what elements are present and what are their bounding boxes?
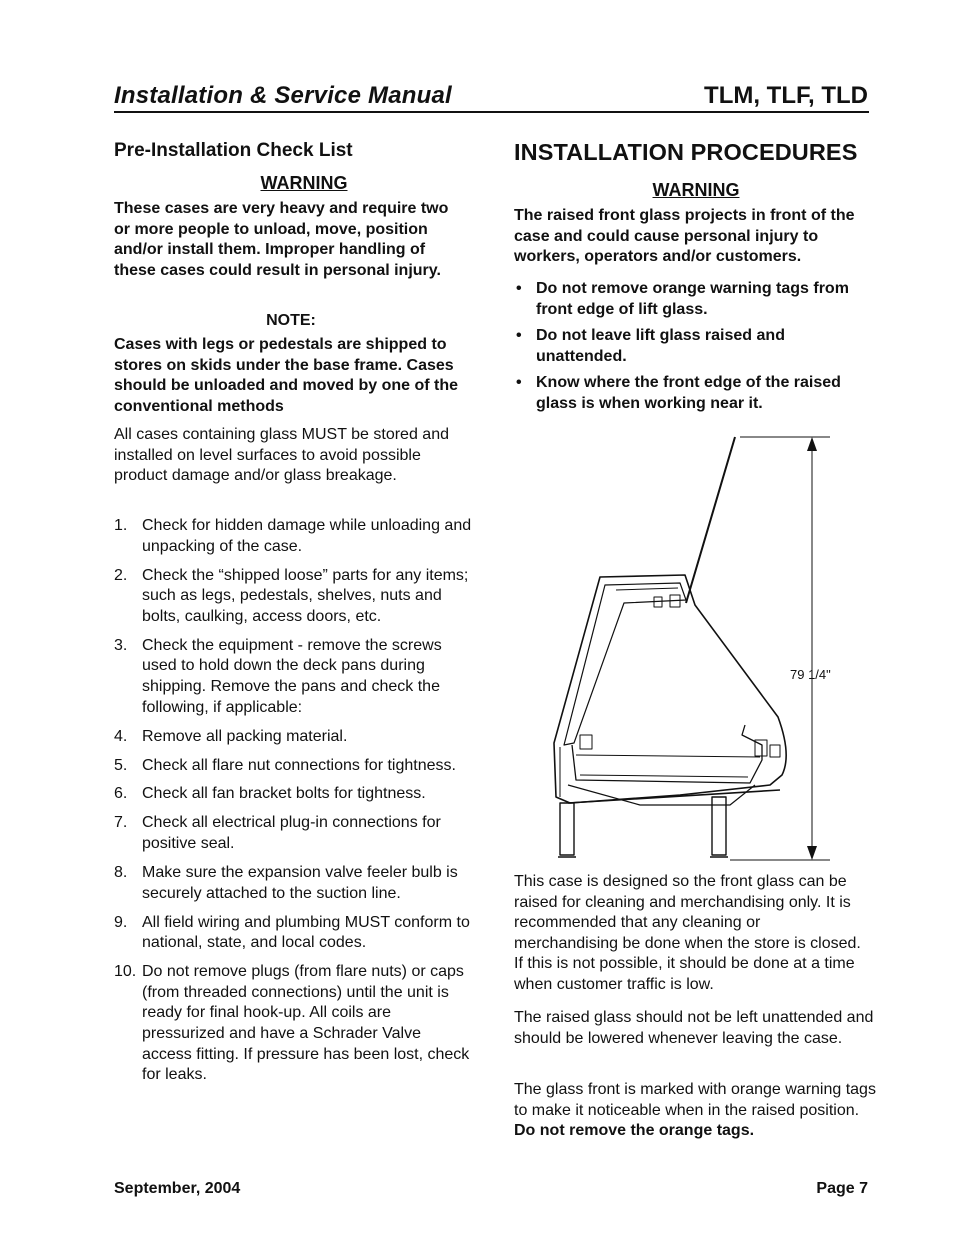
left-warning-text: These cases are very heavy and require two or more people to unload, move, position and/or install them. Improper handling of these cases could result in personal injury.	[114, 200, 449, 279]
checklist-step	[114, 784, 472, 805]
bullet-text: Know where the front edge of the raised glass is when working near it.	[536, 373, 841, 412]
checklist-step	[114, 863, 472, 904]
step-number: 9.	[114, 913, 128, 931]
right-warning-text: The raised front glass projects in front of the case and could cause personal injury to workers, operators and/or customers.	[514, 207, 855, 266]
header-rule	[114, 111, 869, 113]
checklist-step	[114, 636, 472, 718]
bullet-dot: •	[516, 280, 522, 297]
step-number: 3.	[114, 636, 128, 654]
lowering-paragraph: The raised glass should not be left unattended and should be lowered whenever leaving the case.	[514, 1009, 874, 1047]
case-side-diagram	[530, 425, 860, 865]
bullet-dot: •	[516, 373, 522, 391]
procedures-heading: INSTALLATION PROCEDURES	[514, 139, 858, 165]
checklist-step	[114, 813, 472, 854]
step-text: Remove all packing material.	[142, 727, 348, 745]
step-number: 10.	[114, 963, 137, 981]
step-number: 4.	[114, 727, 128, 745]
step-text: Check all flare nut connections for tightness.	[142, 756, 456, 774]
left-warning-label: WARNING	[260, 173, 348, 193]
warning-bullet	[514, 373, 859, 414]
step-number: 5.	[114, 756, 128, 774]
bullet-text: Do not leave lift glass raised and unattended.	[536, 326, 785, 365]
glass-warning-bullets	[514, 279, 859, 420]
raised-glass-line	[686, 437, 735, 603]
orange-tags-emphasis: Do not remove the orange tags.	[514, 1122, 755, 1140]
step-number: 7.	[114, 814, 128, 832]
note-text: Cases with legs or pedestals are shipped to stores on skids under the base frame. Cases should be unloaded and moved by one of the conventional methods	[114, 336, 459, 415]
orange-tags-text: The glass front is marked with orange warning tags to make it noticeable when in the raised position.	[514, 1081, 876, 1119]
step-number: 6.	[114, 785, 128, 803]
step-text: Make sure the expansion valve feeler bulb is securely attached to the suction line.	[142, 864, 458, 902]
model-names: TLM, TLF, TLD	[704, 82, 868, 109]
glass-storage-intro: All cases containing glass MUST be stored and installed on level surfaces to avoid possible product damage and/or glass breakage.	[114, 426, 449, 485]
step-text: Check for hidden damage while unloading and unpacking of the case.	[142, 517, 472, 555]
step-number: 1.	[114, 517, 128, 534]
page-number: Page 7	[816, 1180, 868, 1197]
cleaning-paragraph: This case is designed so the front glass can be raised for cleaning and merchandising only. It is recommended that any cleaning or merchandising be done when the store is closed. If this is not possible, it should be done at a time when customer traffic is low.	[514, 873, 861, 993]
checklist-step	[114, 727, 472, 748]
note-label: NOTE:	[266, 312, 316, 329]
step-text: Do not remove plugs (from flare nuts) or caps (from threaded connections) until the unit is ready for final hook-up. All coils are pressurized and have a Schrader Valve access fitting. If pressure has been lost, check for leaks.	[142, 963, 470, 1084]
checklist-steps	[114, 516, 472, 1094]
height-dimension-label: 79 1/4"	[790, 667, 831, 682]
bullet-text: Do not remove orange warning tags from front edge of lift glass.	[536, 280, 849, 318]
step-text: Check all fan bracket bolts for tightness.	[142, 785, 426, 803]
step-text: Check all electrical plug-in connections for positive seal.	[142, 814, 441, 853]
step-number: 2.	[114, 566, 128, 584]
step-number: 8.	[114, 864, 128, 882]
warning-bullet	[514, 279, 859, 320]
step-text: Check the equipment - remove the screws used to hold down the deck pans during shipping. Remove the pans and check the following, if applicable:	[142, 636, 442, 716]
step-text: Check the “shipped loose” parts for any items; such as legs, pedestals, shelves, nuts and bolts, caulking, access doors, etc.	[142, 566, 469, 625]
checklist-heading: Pre-Installation Check List	[114, 140, 353, 161]
checklist-step	[114, 962, 472, 1086]
footer-date: September, 2004	[114, 1180, 241, 1197]
case-outer-profile	[554, 575, 786, 803]
checklist-step	[114, 516, 472, 557]
right-warning-label: WARNING	[652, 180, 740, 200]
warning-bullet	[514, 326, 859, 367]
step-text: All field wiring and plumbing MUST conform to national, state, and local codes.	[142, 913, 470, 952]
orange-tags-paragraph	[514, 1080, 878, 1142]
bullet-dot: •	[516, 326, 522, 344]
checklist-step	[114, 566, 472, 628]
manual-title: Installation & Service Manual	[114, 82, 452, 109]
checklist-step	[114, 756, 472, 777]
checklist-step	[114, 913, 472, 954]
